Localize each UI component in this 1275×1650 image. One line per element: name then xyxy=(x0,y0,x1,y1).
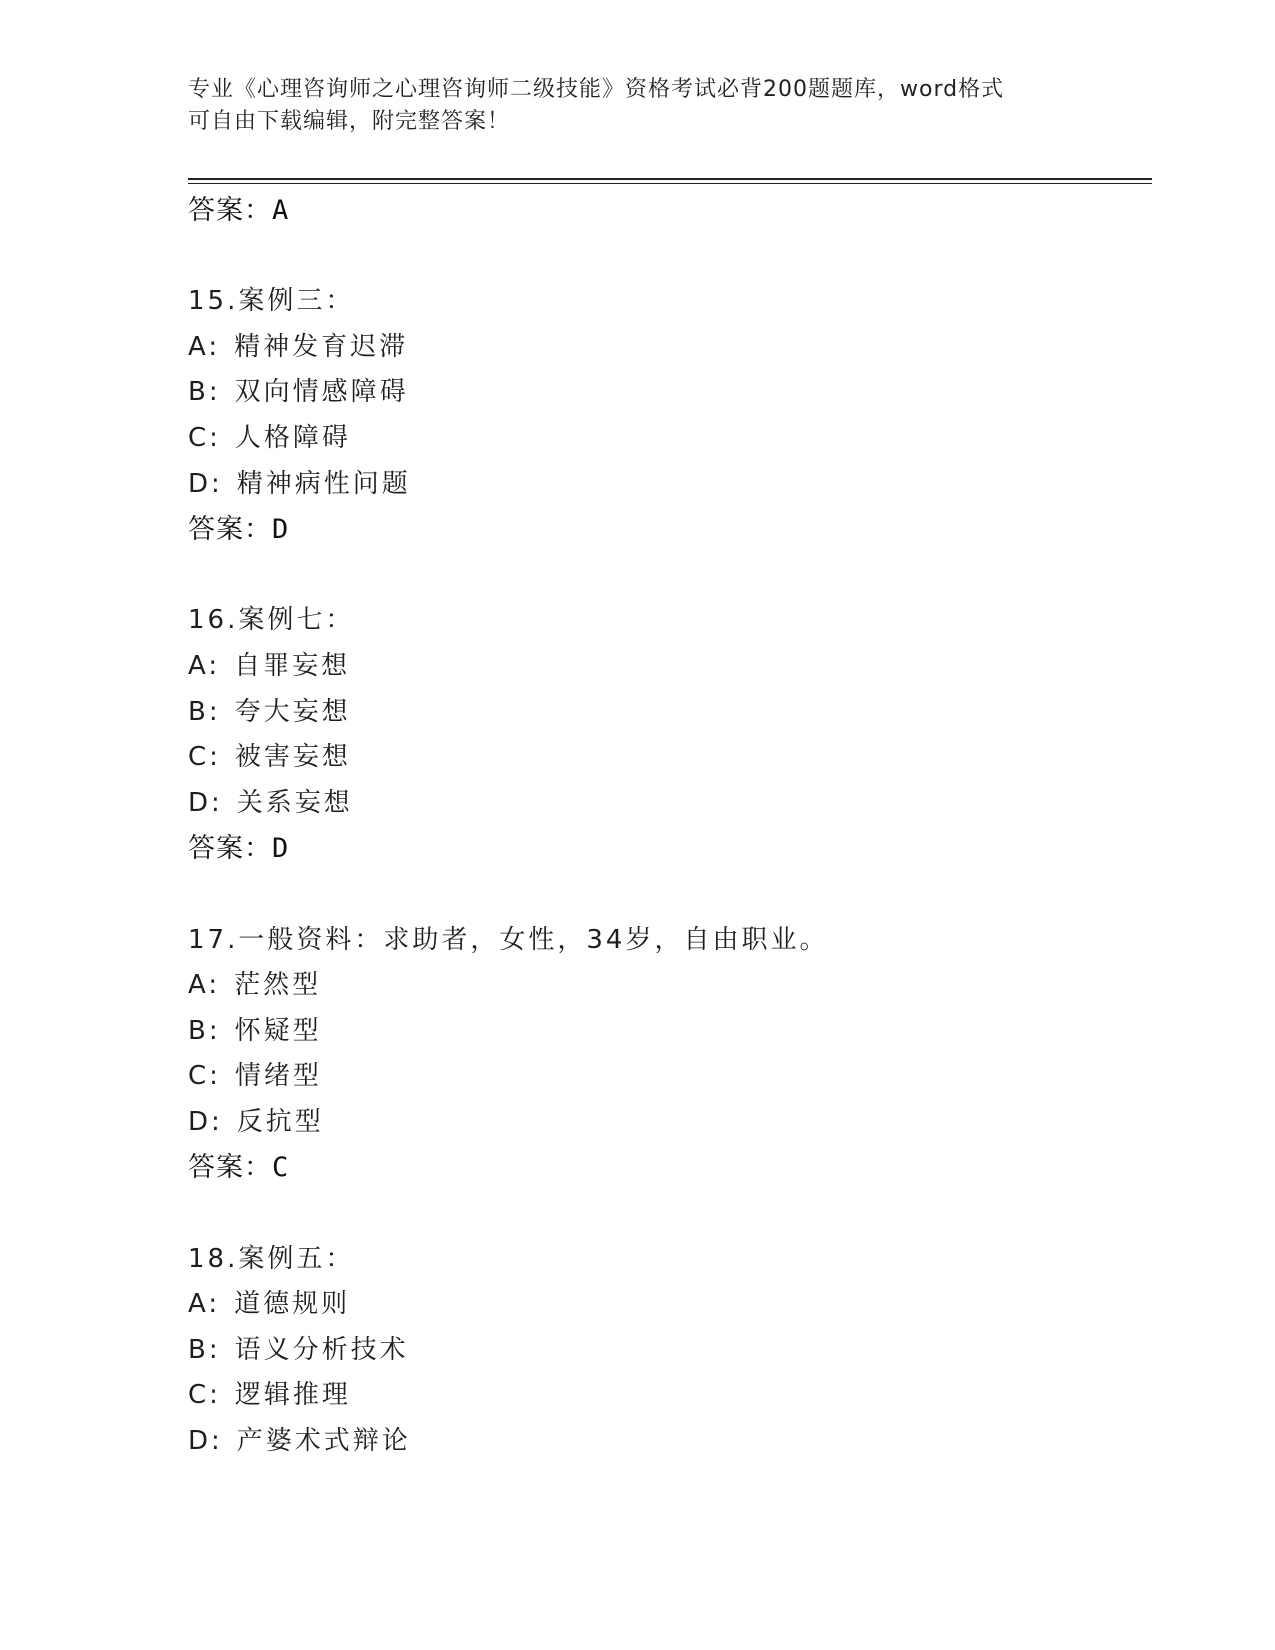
option-line xyxy=(188,644,1148,690)
header-rule-thick xyxy=(188,178,1152,180)
option-line xyxy=(188,416,1148,462)
answer-value: D xyxy=(272,514,290,546)
option-line xyxy=(188,963,1148,1009)
option-letter: A: xyxy=(188,331,221,362)
option-line xyxy=(188,781,1148,827)
option-letter: B: xyxy=(188,1015,221,1046)
option-text: 情绪型 xyxy=(234,1061,322,1092)
option-text: 产婆术式辩论 xyxy=(236,1426,411,1457)
question-block xyxy=(188,918,1148,1192)
option-letter: A: xyxy=(188,970,221,1001)
option-line xyxy=(188,690,1148,736)
question-number: 18. xyxy=(188,1243,239,1274)
option-text: 被害妄想 xyxy=(234,742,351,773)
option-letter: C: xyxy=(188,1380,221,1411)
document-header xyxy=(188,74,1088,138)
question-block xyxy=(188,279,1148,553)
question-text: 案例七： xyxy=(238,605,355,636)
block-spacer xyxy=(188,1191,1148,1237)
answer-line xyxy=(188,188,1148,234)
answer-value: A xyxy=(272,195,290,226)
option-letter: C: xyxy=(188,742,221,773)
option-letter: A: xyxy=(188,650,221,681)
header-title-line1: 专业《心理咨询师之心理咨询师二级技能》资格考试必背200题题库，word格式 xyxy=(188,77,1005,102)
option-text: 关系妄想 xyxy=(236,787,353,818)
option-letter: A: xyxy=(188,1289,221,1320)
option-text: 怀疑型 xyxy=(234,1015,322,1046)
answer-label: 答案： xyxy=(188,833,272,865)
header-rule-thin xyxy=(188,183,1152,184)
answer-label: 答案： xyxy=(188,514,272,546)
option-line xyxy=(188,1100,1148,1146)
option-line xyxy=(188,1373,1148,1419)
question-number: 16. xyxy=(188,605,239,636)
answer-label: 答案： xyxy=(188,195,272,226)
option-text: 双向情感障碍 xyxy=(234,377,409,408)
option-letter: B: xyxy=(188,696,221,727)
question-stem xyxy=(188,279,1148,325)
question-block xyxy=(188,598,1148,872)
option-line xyxy=(188,325,1148,371)
question-text: 案例三： xyxy=(238,286,355,317)
option-text: 语义分析技术 xyxy=(234,1334,409,1365)
answer-value: D xyxy=(272,833,290,865)
answer-label: 答案： xyxy=(188,1152,272,1184)
question-text: 一般资料：求助者，女性，34岁，自由职业。 xyxy=(238,924,829,955)
question-number: 17. xyxy=(188,924,239,955)
question-block xyxy=(188,1237,1148,1465)
option-text: 茫然型 xyxy=(234,970,322,1001)
option-letter: D: xyxy=(188,468,223,499)
option-letter: B: xyxy=(188,377,221,408)
answer-line xyxy=(188,826,1148,872)
question-stem xyxy=(188,598,1148,644)
option-letter: C: xyxy=(188,422,221,453)
option-line xyxy=(188,1328,1148,1374)
option-line xyxy=(188,1009,1148,1055)
option-text: 精神发育迟滞 xyxy=(234,331,409,362)
option-letter: D: xyxy=(188,787,223,818)
option-line xyxy=(188,1419,1148,1465)
header-title-line2: 可自由下载编辑，附完整答案！ xyxy=(188,109,511,134)
option-text: 道德规则 xyxy=(234,1289,351,1320)
block-spacer xyxy=(188,234,1148,280)
option-letter: D: xyxy=(188,1426,223,1457)
question-number: 15. xyxy=(188,286,239,317)
option-text: 反抗型 xyxy=(236,1106,324,1137)
question-stem xyxy=(188,918,1148,964)
answer-value: C xyxy=(272,1152,290,1184)
option-letter: C: xyxy=(188,1061,221,1092)
question-text: 案例五： xyxy=(238,1243,355,1274)
option-text: 逻辑推理 xyxy=(234,1380,351,1411)
answer-line xyxy=(188,1145,1148,1191)
block-spacer xyxy=(188,553,1148,599)
option-line xyxy=(188,735,1148,781)
question-stem xyxy=(188,1237,1148,1283)
option-line xyxy=(188,1282,1148,1328)
option-line xyxy=(188,1054,1148,1100)
question-list xyxy=(188,188,1148,1465)
option-line xyxy=(188,462,1148,508)
option-text: 精神病性问题 xyxy=(236,468,411,499)
option-text: 夸大妄想 xyxy=(234,696,351,727)
option-letter: D: xyxy=(188,1106,223,1137)
block-spacer xyxy=(188,872,1148,918)
option-letter: B: xyxy=(188,1334,221,1365)
option-text: 自罪妄想 xyxy=(234,650,351,681)
answer-line xyxy=(188,507,1148,553)
option-line xyxy=(188,370,1148,416)
option-text: 人格障碍 xyxy=(234,422,351,453)
